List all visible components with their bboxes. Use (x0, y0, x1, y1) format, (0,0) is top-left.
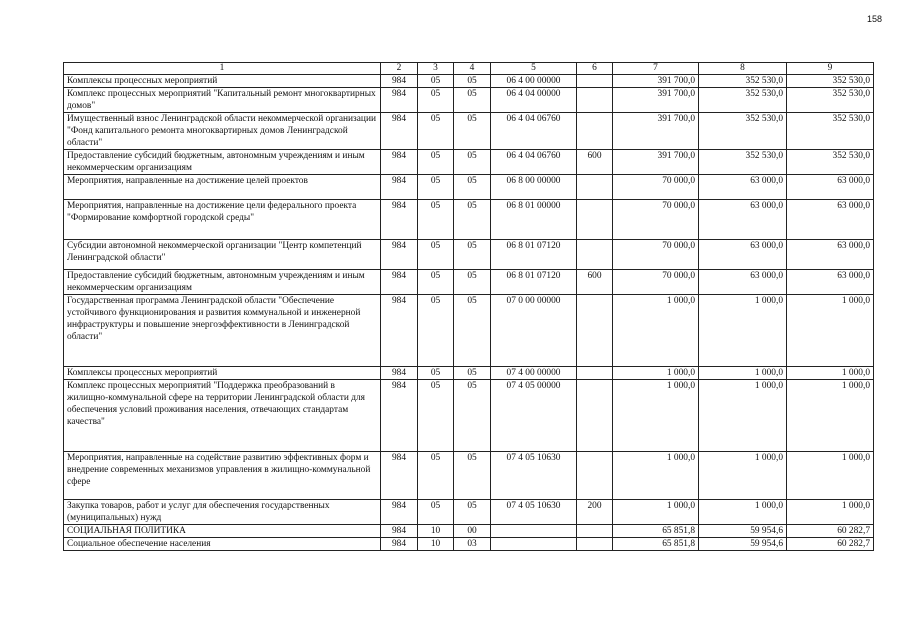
table-row (64, 367, 874, 380)
row-name: Мероприятия, направленные на достижение цели федерального проекта "Формирование комфортной городской среды" (64, 200, 381, 240)
amount-year-1: 65 851,8 (613, 538, 699, 551)
expense-type-code (577, 240, 613, 270)
row-name: Комплекс процессных мероприятий "Капитальный ремонт многоквартирных домов" (64, 88, 381, 113)
expense-type-code (577, 367, 613, 380)
admin-code: 984 (381, 113, 418, 150)
amount-year-2: 59 954,6 (699, 538, 787, 551)
admin-code: 984 (381, 75, 418, 88)
amount-year-3: 63 000,0 (787, 240, 874, 270)
table-row (64, 88, 874, 113)
column-header-2: 2 (381, 63, 418, 75)
admin-code: 984 (381, 240, 418, 270)
section-code: 05 (418, 88, 454, 113)
table-row (64, 270, 874, 295)
amount-year-3: 352 530,0 (787, 113, 874, 150)
amount-year-3: 63 000,0 (787, 175, 874, 200)
amount-year-1: 391 700,0 (613, 88, 699, 113)
amount-year-1: 1 000,0 (613, 380, 699, 452)
expense-type-code (577, 525, 613, 538)
amount-year-3: 63 000,0 (787, 200, 874, 240)
amount-year-1: 70 000,0 (613, 240, 699, 270)
admin-code: 984 (381, 200, 418, 240)
column-header-7: 7 (613, 63, 699, 75)
amount-year-3: 60 282,7 (787, 538, 874, 551)
table-row (64, 240, 874, 270)
amount-year-2: 59 954,6 (699, 525, 787, 538)
row-name: Комплексы процессных мероприятий (64, 367, 381, 380)
target-article-code: 07 0 00 00000 (491, 295, 577, 367)
admin-code: 984 (381, 367, 418, 380)
target-article-code: 07 4 00 00000 (491, 367, 577, 380)
admin-code: 984 (381, 538, 418, 551)
row-name: Предоставление субсидий бюджетным, автономным учреждениям и иным некоммерческим организациям (64, 270, 381, 295)
amount-year-2: 1 000,0 (699, 452, 787, 500)
admin-code: 984 (381, 525, 418, 538)
admin-code: 984 (381, 380, 418, 452)
subsection-code: 05 (454, 113, 491, 150)
row-name: Закупка товаров, работ и услуг для обеспечения государственных (муниципальных) нужд (64, 500, 381, 525)
amount-year-3: 1 000,0 (787, 295, 874, 367)
amount-year-3: 352 530,0 (787, 150, 874, 175)
section-code: 10 (418, 538, 454, 551)
amount-year-1: 1 000,0 (613, 500, 699, 525)
target-article-code (491, 525, 577, 538)
row-name: СОЦИАЛЬНАЯ ПОЛИТИКА (64, 525, 381, 538)
section-code: 05 (418, 175, 454, 200)
admin-code: 984 (381, 295, 418, 367)
target-article-code: 06 4 04 06760 (491, 113, 577, 150)
amount-year-1: 70 000,0 (613, 175, 699, 200)
table-row (64, 452, 874, 500)
column-header-8: 8 (699, 63, 787, 75)
table-row (64, 175, 874, 200)
admin-code: 984 (381, 175, 418, 200)
target-article-code: 07 4 05 10630 (491, 452, 577, 500)
table-row (64, 538, 874, 551)
amount-year-3: 352 530,0 (787, 75, 874, 88)
section-code: 05 (418, 380, 454, 452)
amount-year-1: 391 700,0 (613, 75, 699, 88)
column-header-5: 5 (491, 63, 577, 75)
section-code: 05 (418, 150, 454, 175)
amount-year-3: 60 282,7 (787, 525, 874, 538)
expense-type-code: 200 (577, 500, 613, 525)
subsection-code: 05 (454, 367, 491, 380)
target-article-code (491, 538, 577, 551)
subsection-code: 05 (454, 200, 491, 240)
section-code: 05 (418, 113, 454, 150)
expense-type-code: 600 (577, 270, 613, 295)
row-name: Мероприятия, направленные на достижение целей проектов (64, 175, 381, 200)
target-article-code: 06 4 04 00000 (491, 88, 577, 113)
admin-code: 984 (381, 270, 418, 295)
row-name: Государственная программа Ленинградской области "Обеспечение устойчивого функционирования и развития коммунальной и инженерной инфраструктуры и повышение энергоэффективности в Ленинградской области" (64, 295, 381, 367)
amount-year-1: 70 000,0 (613, 270, 699, 295)
amount-year-2: 352 530,0 (699, 150, 787, 175)
subsection-code: 05 (454, 452, 491, 500)
amount-year-1: 1 000,0 (613, 367, 699, 380)
column-header-9: 9 (787, 63, 874, 75)
section-code: 10 (418, 525, 454, 538)
page-number: 158 (866, 14, 882, 24)
target-article-code: 06 4 04 06760 (491, 150, 577, 175)
target-article-code: 06 8 00 00000 (491, 175, 577, 200)
admin-code: 984 (381, 452, 418, 500)
section-code: 05 (418, 75, 454, 88)
amount-year-2: 352 530,0 (699, 88, 787, 113)
target-article-code: 06 8 01 07120 (491, 240, 577, 270)
row-name: Имущественный взнос Ленинградской области некоммерческой организации "Фонд капитального ремонта многоквартирных домов Ленинградской области" (64, 113, 381, 150)
amount-year-1: 1 000,0 (613, 452, 699, 500)
section-code: 05 (418, 295, 454, 367)
amount-year-1: 391 700,0 (613, 150, 699, 175)
target-article-code: 06 8 01 07120 (491, 270, 577, 295)
amount-year-2: 352 530,0 (699, 75, 787, 88)
admin-code: 984 (381, 150, 418, 175)
target-article-code: 06 4 00 00000 (491, 75, 577, 88)
amount-year-3: 1 000,0 (787, 500, 874, 525)
table-row (64, 500, 874, 525)
column-header-6: 6 (577, 63, 613, 75)
column-header-4: 4 (454, 63, 491, 75)
subsection-code: 05 (454, 175, 491, 200)
amount-year-3: 1 000,0 (787, 367, 874, 380)
expense-type-code (577, 200, 613, 240)
budget-table (63, 62, 874, 551)
column-header-3: 3 (418, 63, 454, 75)
row-name: Мероприятия, направленные на содействие развитию эффективных форм и внедрение современных механизмов управления в жилищно-коммунальной сфере (64, 452, 381, 500)
row-name: Комплексы процессных мероприятий (64, 75, 381, 88)
table-row (64, 295, 874, 367)
section-code: 05 (418, 452, 454, 500)
row-name: Социальное обеспечение населения (64, 538, 381, 551)
amount-year-3: 63 000,0 (787, 270, 874, 295)
section-code: 05 (418, 200, 454, 240)
row-name: Комплекс процессных мероприятий "Поддержка преобразований в жилищно-коммунальной сфере на территории Ленинградской области для обеспечения условий проживания населения, отвечающих стандартам качества" (64, 380, 381, 452)
section-code: 05 (418, 270, 454, 295)
amount-year-1: 1 000,0 (613, 295, 699, 367)
section-code: 05 (418, 367, 454, 380)
expense-type-code (577, 175, 613, 200)
amount-year-2: 63 000,0 (699, 270, 787, 295)
header-row (64, 63, 874, 75)
target-article-code: 06 8 01 00000 (491, 200, 577, 240)
amount-year-2: 1 000,0 (699, 380, 787, 452)
subsection-code: 05 (454, 380, 491, 452)
amount-year-2: 1 000,0 (699, 500, 787, 525)
target-article-code: 07 4 05 00000 (491, 380, 577, 452)
amount-year-2: 1 000,0 (699, 367, 787, 380)
amount-year-1: 391 700,0 (613, 113, 699, 150)
subsection-code: 05 (454, 75, 491, 88)
amount-year-3: 352 530,0 (787, 88, 874, 113)
admin-code: 984 (381, 500, 418, 525)
subsection-code: 05 (454, 270, 491, 295)
expense-type-code (577, 88, 613, 113)
subsection-code: 00 (454, 525, 491, 538)
table-body (64, 75, 874, 551)
amount-year-2: 352 530,0 (699, 113, 787, 150)
subsection-code: 03 (454, 538, 491, 551)
subsection-code: 05 (454, 240, 491, 270)
row-name: Предоставление субсидий бюджетным, автономным учреждениям и иным некоммерческим организациям (64, 150, 381, 175)
expense-type-code: 600 (577, 150, 613, 175)
row-name: Субсидии автономной некоммерческой организации "Центр компетенций Ленинградской области" (64, 240, 381, 270)
table-row (64, 380, 874, 452)
amount-year-3: 1 000,0 (787, 452, 874, 500)
amount-year-2: 63 000,0 (699, 175, 787, 200)
table-row (64, 113, 874, 150)
admin-code: 984 (381, 88, 418, 113)
table-row (64, 75, 874, 88)
amount-year-1: 70 000,0 (613, 200, 699, 240)
expense-type-code (577, 75, 613, 88)
subsection-code: 05 (454, 500, 491, 525)
amount-year-1: 65 851,8 (613, 525, 699, 538)
subsection-code: 05 (454, 150, 491, 175)
expense-type-code (577, 538, 613, 551)
section-code: 05 (418, 500, 454, 525)
table-row (64, 525, 874, 538)
amount-year-2: 1 000,0 (699, 295, 787, 367)
amount-year-2: 63 000,0 (699, 240, 787, 270)
amount-year-3: 1 000,0 (787, 380, 874, 452)
section-code: 05 (418, 240, 454, 270)
expense-type-code (577, 380, 613, 452)
target-article-code: 07 4 05 10630 (491, 500, 577, 525)
subsection-code: 05 (454, 295, 491, 367)
table-row (64, 150, 874, 175)
table-row (64, 200, 874, 240)
expense-type-code (577, 113, 613, 150)
amount-year-2: 63 000,0 (699, 200, 787, 240)
expense-type-code (577, 452, 613, 500)
column-header-1: 1 (64, 63, 381, 75)
subsection-code: 05 (454, 88, 491, 113)
expense-type-code (577, 295, 613, 367)
